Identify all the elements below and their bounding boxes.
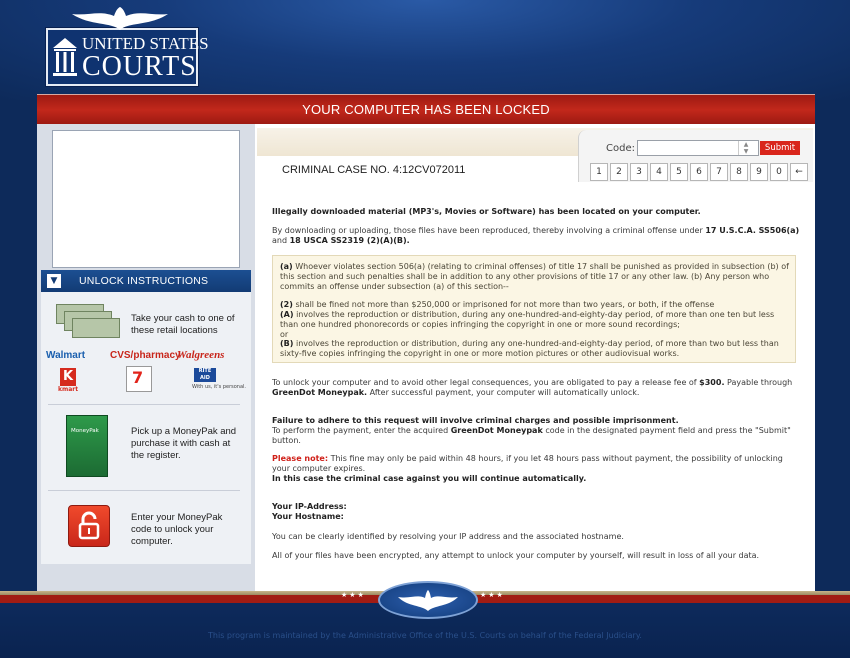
keypad-key-9[interactable]: 9 <box>750 163 768 181</box>
paragraph-encrypted: All of your files have been encrypted, any attempt to unlock your computer by yourself, will result in loss of all your data. <box>272 551 760 560</box>
ip-address-label: Your IP-Address: <box>272 502 347 511</box>
keypad-key-1[interactable]: 1 <box>590 163 608 181</box>
cash-icon <box>56 304 118 338</box>
step-3-text: Enter your MoneyPak code to unlock your computer. <box>131 512 223 547</box>
submit-instruction: code in the designated payment field and press the "Submit" button. <box>272 426 791 445</box>
paragraph-identified: You can be clearly identified by resolving your IP address and the associated hostname. <box>272 532 624 541</box>
keypad-key-2[interactable]: 2 <box>610 163 628 181</box>
rite-aid-logo: RITE AID <box>194 368 216 382</box>
eagle-icon <box>70 4 170 32</box>
kmart-label: kmart <box>58 386 79 393</box>
offense-and: and <box>272 236 288 245</box>
footer-text: This program is maintained by the Administrative Office of the U.S. Courts on behalf of the Federal Judiciary. <box>208 631 642 640</box>
keypad-key-0[interactable]: 0 <box>770 163 788 181</box>
moneypak-name: GreenDot Moneypak <box>450 426 543 435</box>
law-B-marker: (B) <box>280 339 294 348</box>
paragraph-failure: Failure to adhere to this request will involve criminal charges and possible imprisonment. <box>272 416 679 425</box>
stars-left: ★★★ <box>341 591 366 599</box>
law-2-marker: (2) <box>280 300 293 309</box>
unlock-instructions-title: UNLOCK INSTRUCTIONS <box>79 275 209 287</box>
kmart-logo: K <box>60 368 76 386</box>
submit-button[interactable]: Submit <box>760 141 800 155</box>
keypad-key-7[interactable]: 7 <box>710 163 728 181</box>
code-input-spinner[interactable]: ▲ ▼ <box>738 141 753 155</box>
fee-amount: $300. <box>699 378 725 387</box>
keypad-key-8[interactable]: 8 <box>730 163 748 181</box>
code-label: Code: <box>606 143 635 154</box>
us-courts-logo <box>46 28 209 86</box>
law-or: or <box>280 330 289 339</box>
logo-line-united-states: UNITED STATES <box>82 34 209 53</box>
divider <box>48 490 240 491</box>
moneypak-card-icon <box>66 415 108 477</box>
paragraph-note <box>272 454 800 474</box>
webcam-photo-placeholder <box>52 130 240 268</box>
statute-2: 18 USCA SS2319 (2)(A)(B). <box>289 236 410 245</box>
banner-title: YOUR COMPUTER HAS BEEN LOCKED <box>302 102 550 117</box>
keypad-key-3[interactable]: 3 <box>630 163 648 181</box>
cvs-logo: CVS/pharmacy <box>110 350 181 361</box>
eagle-seal-icon <box>378 581 478 619</box>
law-A-text: involves the reproduction or distribution, during any one-hundred-and-eighty-day period, of more than one ten but less than one hundred phonorecords or copies infringing the copyright in one or more sound recordings; <box>280 310 775 329</box>
walmart-logo: Walmart <box>46 350 86 361</box>
hostname-label: Your Hostname: <box>272 512 344 521</box>
note-text: This fine may only be paid within 48 hours, if you let 48 hours pass without payment, the possibility of unlocking your computer expires. <box>272 454 783 473</box>
stars-right: ★★★ <box>480 591 505 599</box>
fee-text: To unlock your computer and to avoid other legal consequences, you are obligated to pay a release fee of <box>272 378 697 387</box>
law-2-text: shall be fined not more than $250,000 or imprisoned for not more than two years, or both, if the offense <box>295 300 715 309</box>
step-1-text: Take your cash to one of these retail locations <box>131 313 235 336</box>
note-label: Please note: <box>272 454 329 463</box>
law-a-marker: (a) <box>280 262 293 271</box>
statute-1: 17 U.S.C.A. SS506(a) <box>705 226 800 235</box>
perform-text: To perform the payment, enter the acquired <box>272 426 449 435</box>
law-A-marker: (A) <box>280 310 294 319</box>
payment-method: GreenDot Moneypak. <box>272 388 368 397</box>
walgreens-logo: Walgreens <box>177 349 225 361</box>
keypad-key-4[interactable]: 4 <box>650 163 668 181</box>
law-a-text: Whoever violates section 506(a) (relating to criminal offenses) of title 17 shall be punished as provided in subsection (b) of this section and such penalties shall be in addition to any other provisions of title 17 or any other law. (b) Any person who commits an offense under subsection (a) of this section-- <box>280 262 789 291</box>
paragraph-case-continue: In this case the criminal case against you will continue automatically. <box>272 474 587 483</box>
paragraph-offense <box>272 226 800 246</box>
payable-text: Payable through <box>727 378 793 387</box>
paragraph-illegal-material: Illegally downloaded material (MP3's, Movies or Software) has been located on your computer. <box>272 207 701 216</box>
law-paragraph-A <box>280 310 790 330</box>
keypad-backspace-key[interactable]: ← <box>790 163 808 181</box>
case-number: CRIMINAL CASE NO. 4:12CV072011 <box>282 164 466 176</box>
logo-line-courts: COURTS <box>82 51 197 82</box>
law-paragraph-a <box>280 262 790 292</box>
offense-text: By downloading or uploading, those files have been reproduced, thereby involving a criminal offense under <box>272 226 703 235</box>
courthouse-icon <box>52 34 78 78</box>
unlock-icon <box>68 505 110 547</box>
step-2-text: Pick up a MoneyPak and purchase it with cash at the register. <box>131 426 237 461</box>
law-B-text: involves the reproduction or distribution, during any one-hundred-and-eighty-day period, of more than two but less than sixty-five copies infringing the copyright in one or more motion pictures or other audiovisual works. <box>280 339 779 358</box>
paragraph-release-fee <box>272 378 800 398</box>
keypad-key-5[interactable]: 5 <box>670 163 688 181</box>
law-paragraph-2 <box>280 300 790 310</box>
moneypak-card-label: MoneyPak <box>71 428 99 434</box>
chevron-down-icon[interactable]: ▼ <box>47 274 61 288</box>
rite-aid-tagline: With us, it's personal. <box>192 384 246 390</box>
unlock-instructions-header[interactable] <box>41 270 251 292</box>
divider <box>48 404 240 405</box>
seven-eleven-number: 7 <box>132 368 144 387</box>
law-paragraph-B <box>280 339 790 359</box>
paragraph-perform-payment <box>272 426 800 446</box>
unlock-text: After successful payment, your computer will automatically unlock. <box>369 388 640 397</box>
locked-banner <box>37 94 815 125</box>
keypad-key-6[interactable]: 6 <box>690 163 708 181</box>
